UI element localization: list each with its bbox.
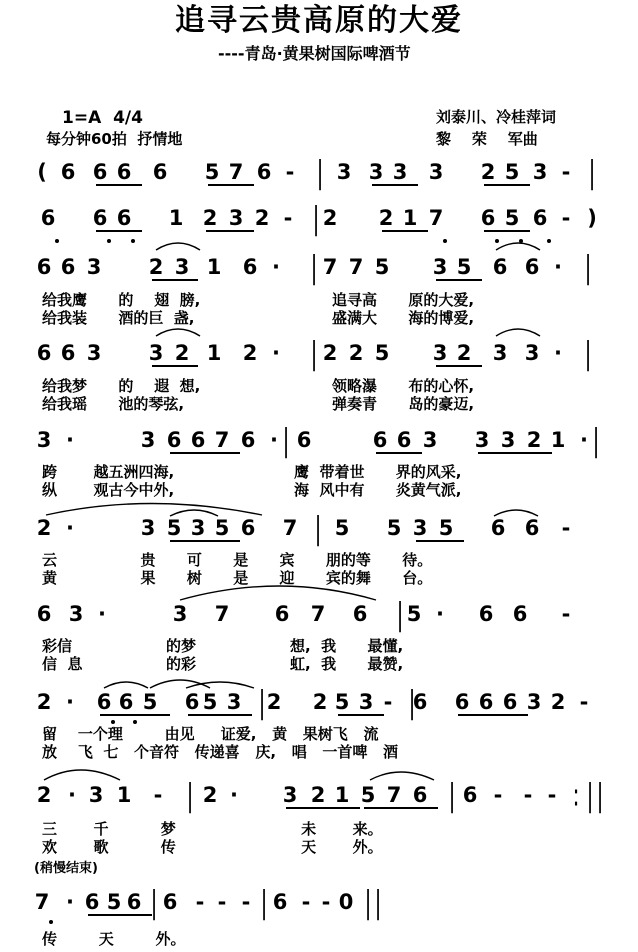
lyric-line: 三 千 梦 未 来。 <box>42 820 383 838</box>
bar-line: | <box>282 421 290 458</box>
dot-mark: · <box>436 602 444 626</box>
note: 6 <box>190 428 206 452</box>
note: 5 <box>386 516 402 540</box>
notation-row <box>0 883 638 920</box>
note: 6 <box>490 516 506 540</box>
bar-line: : <box>572 776 580 813</box>
note: 1 <box>550 428 566 452</box>
bar-line: | <box>586 776 594 813</box>
note: 2 <box>550 690 566 714</box>
note: 6 <box>372 428 388 452</box>
note: 5 <box>374 341 390 365</box>
note: 6 <box>118 690 134 714</box>
note: 6 <box>184 690 200 714</box>
sustain-dash: - <box>285 160 295 184</box>
note: 7 <box>428 206 444 230</box>
lyric-line: 鹰 带着世 界的风采, <box>294 463 462 481</box>
note: 3 <box>422 428 438 452</box>
note: 2 <box>310 783 326 807</box>
note: 2 <box>348 341 364 365</box>
bar-line: | <box>592 421 600 458</box>
sustain-dash: - <box>241 890 251 914</box>
sustain-dash: - <box>561 516 571 540</box>
note: 6 <box>92 160 108 184</box>
note: 2 <box>36 690 52 714</box>
note: 6 <box>166 428 182 452</box>
note: 3 <box>532 160 548 184</box>
lyric-line: 给我梦 的 遐 想, <box>42 377 201 395</box>
dot-mark: · <box>98 602 106 626</box>
note: 6 <box>126 890 142 914</box>
bar-line: | <box>374 883 382 920</box>
bar-line: | <box>584 248 592 285</box>
note: 6 <box>502 690 518 714</box>
note: 3 <box>368 160 384 184</box>
note: 6 <box>480 206 496 230</box>
lyric-line: 信 息 的彩 虹, 我 最赞, <box>42 655 404 673</box>
dot-mark: · <box>230 783 238 807</box>
sustain-dash: - <box>195 890 205 914</box>
note: 5 <box>166 516 182 540</box>
lyric-line: 传 天 外。 <box>42 930 186 948</box>
bar-line: | <box>364 883 372 920</box>
note: 6 <box>532 206 548 230</box>
dot-mark: · <box>66 690 74 714</box>
note: 3 <box>412 516 428 540</box>
note: 5 <box>142 690 158 714</box>
dot-mark: · <box>554 255 562 279</box>
note: 1 <box>116 783 132 807</box>
notation-row <box>0 248 638 285</box>
bar-line: | <box>314 509 322 546</box>
note: 6 <box>272 890 288 914</box>
note: 5 <box>334 516 350 540</box>
note: 3 <box>428 160 444 184</box>
sustain-dash: - <box>383 690 393 714</box>
note: 6 <box>60 341 76 365</box>
bar-line: | <box>260 883 268 920</box>
note: 2 <box>456 341 472 365</box>
sustain-dash: - <box>547 783 557 807</box>
ending-tempo-note: (稍慢结束) <box>34 861 98 876</box>
note: ) <box>587 206 597 230</box>
bar-line: | <box>258 683 266 720</box>
note: 3 <box>358 690 374 714</box>
note: 6 <box>36 602 52 626</box>
note: 6 <box>240 516 256 540</box>
note: 2 <box>36 516 52 540</box>
sustain-dash: - <box>561 206 571 230</box>
note: 5 <box>406 602 422 626</box>
notation-row <box>0 153 638 190</box>
note: 5 <box>456 255 472 279</box>
note: 3 <box>336 160 352 184</box>
note: 6 <box>352 602 368 626</box>
note: 2 <box>148 255 164 279</box>
lyric-line: 海 风中有 炎黄气派, <box>294 481 462 499</box>
note: 6 <box>396 428 412 452</box>
note: 7 <box>228 160 244 184</box>
note: 7 <box>214 602 230 626</box>
note: 7 <box>310 602 326 626</box>
note: 5 <box>360 783 376 807</box>
bar-line: | <box>316 153 324 190</box>
sustain-dash: - <box>153 783 163 807</box>
note: 3 <box>190 516 206 540</box>
notation-row <box>0 199 638 236</box>
bar-line: | <box>596 776 604 813</box>
song-subtitle: ----青岛·黄果树国际啤酒节 <box>218 44 411 63</box>
note: 3 <box>392 160 408 184</box>
note: 2 <box>202 206 218 230</box>
note: 6 <box>116 160 132 184</box>
sustain-dash: - <box>321 890 331 914</box>
sustain-dash: - <box>579 690 589 714</box>
note: 6 <box>116 206 132 230</box>
bar-line: | <box>448 776 456 813</box>
note: 7 <box>34 890 50 914</box>
note: 2 <box>322 206 338 230</box>
notation-row <box>0 334 638 371</box>
dot-mark: · <box>580 428 588 452</box>
note: 1 <box>206 341 222 365</box>
sustain-dash: - <box>561 602 571 626</box>
bar-line: | <box>588 153 596 190</box>
lyric-line: 跨 越五洲四海, <box>42 463 175 481</box>
tempo-marking: 每分钟60拍 抒情地 <box>46 130 183 148</box>
bar-line: | <box>408 683 416 720</box>
note: 6 <box>256 160 272 184</box>
note: 1 <box>402 206 418 230</box>
note: 6 <box>92 206 108 230</box>
bar-line: | <box>310 334 318 371</box>
note: 3 <box>148 341 164 365</box>
note: 2 <box>266 690 282 714</box>
note: 6 <box>152 160 168 184</box>
note: 3 <box>282 783 298 807</box>
note: 7 <box>348 255 364 279</box>
note: 6 <box>242 255 258 279</box>
note: 7 <box>282 516 298 540</box>
dot-mark: · <box>270 428 278 452</box>
bar-line: | <box>584 334 592 371</box>
note: 6 <box>36 341 52 365</box>
bar-line: | <box>150 883 158 920</box>
note: 7 <box>322 255 338 279</box>
note: 2 <box>480 160 496 184</box>
lyric-line: 欢 歌 传 天 外。 <box>42 838 383 856</box>
note: 6 <box>60 160 76 184</box>
note: 6 <box>412 783 428 807</box>
sustain-dash: - <box>561 160 571 184</box>
note: 1 <box>168 206 184 230</box>
dot-mark: · <box>554 341 562 365</box>
note: 3 <box>86 341 102 365</box>
note: 6 <box>524 516 540 540</box>
note: 3 <box>432 341 448 365</box>
bar-line: | <box>396 595 404 632</box>
note: 6 <box>478 690 494 714</box>
dot-mark: · <box>68 783 76 807</box>
note: 5 <box>106 890 122 914</box>
note: 5 <box>204 160 220 184</box>
dot-mark: · <box>272 341 280 365</box>
note: 5 <box>504 160 520 184</box>
note: 6 <box>454 690 470 714</box>
note: 3 <box>226 690 242 714</box>
bar-line: | <box>186 776 194 813</box>
note: 5 <box>214 516 230 540</box>
lyric-line: 留 一个理 由见 证爱, 黄 果树飞 流 <box>42 725 379 743</box>
note: 6 <box>462 783 478 807</box>
note: 5 <box>334 690 350 714</box>
note: 2 <box>202 783 218 807</box>
note: 6 <box>478 602 494 626</box>
note: 3 <box>68 602 84 626</box>
note: 3 <box>88 783 104 807</box>
note: 3 <box>432 255 448 279</box>
note: 3 <box>36 428 52 452</box>
notation-row <box>0 683 638 720</box>
note: 2 <box>254 206 270 230</box>
note: 3 <box>524 341 540 365</box>
lyric-line: 给我装 酒的巨 盏, <box>42 309 195 327</box>
dot-mark: · <box>66 890 74 914</box>
lyric-line: 给我鹰 的 翅 膀, <box>42 291 201 309</box>
note: 6 <box>524 255 540 279</box>
lyric-line: 纵 观古今中外, <box>42 481 175 499</box>
lyric-line: 放 飞 七 个音符 传递喜 庆, 唱 一首啤 酒 <box>42 743 399 761</box>
note: 3 <box>500 428 516 452</box>
note: 3 <box>172 602 188 626</box>
lyricist-credit: 刘泰川、冷桂萍词 <box>436 108 557 126</box>
note: 3 <box>228 206 244 230</box>
note: 6 <box>240 428 256 452</box>
lyric-line: 追寻高 原的大爱, <box>332 291 475 309</box>
notation-row <box>0 421 638 458</box>
dot-mark: · <box>66 516 74 540</box>
note: 5 <box>202 690 218 714</box>
key-signature: 1=A 4/4 <box>62 108 143 128</box>
note: 6 <box>412 690 428 714</box>
sustain-dash: - <box>523 783 533 807</box>
notation-row <box>0 509 638 546</box>
bar-line: | <box>312 199 320 236</box>
lyric-line: 领略瀑 布的心怀, <box>332 377 475 395</box>
lyric-line: 彩信 的梦 想, 我 最懂, <box>42 637 404 655</box>
dot-mark: · <box>66 428 74 452</box>
note: 2 <box>322 341 338 365</box>
sustain-dash: - <box>283 206 293 230</box>
note: 5 <box>438 516 454 540</box>
note: 3 <box>86 255 102 279</box>
note: 6 <box>60 255 76 279</box>
dot-mark: · <box>272 255 280 279</box>
note: 3 <box>140 516 156 540</box>
note: 3 <box>526 690 542 714</box>
sustain-dash: - <box>493 783 503 807</box>
note: 2 <box>378 206 394 230</box>
note: 6 <box>84 890 100 914</box>
lyric-line: 云 贵 可 是 宾 朋的等 待。 <box>42 551 433 569</box>
song-title: 追寻云贵高原的大爱 <box>175 3 463 38</box>
lyric-line: 盛满大 海的博爱, <box>332 309 475 327</box>
lyric-line: 给我瑶 池的琴弦, <box>42 395 185 413</box>
composer-credit: 黎 荣 军曲 <box>436 130 538 148</box>
note: 2 <box>242 341 258 365</box>
bar-line: | <box>310 248 318 285</box>
note: 3 <box>140 428 156 452</box>
note: 2 <box>174 341 190 365</box>
note: 6 <box>492 255 508 279</box>
note: 3 <box>492 341 508 365</box>
notation-row <box>0 595 638 632</box>
note: 3 <box>174 255 190 279</box>
note: 6 <box>96 690 112 714</box>
note: ( <box>37 160 47 184</box>
note: 1 <box>206 255 222 279</box>
sustain-dash: - <box>301 890 311 914</box>
notation-row <box>0 776 638 813</box>
note: 6 <box>162 890 178 914</box>
lyric-line: 黄 果 树 是 迎 宾的舞 台。 <box>42 569 433 587</box>
note: 6 <box>296 428 312 452</box>
note: 6 <box>274 602 290 626</box>
note: 3 <box>474 428 490 452</box>
note: 7 <box>386 783 402 807</box>
note: 1 <box>334 783 350 807</box>
lyric-line: 弹奏青 岛的豪迈, <box>332 395 475 413</box>
note: 5 <box>504 206 520 230</box>
note: 2 <box>526 428 542 452</box>
note: 7 <box>214 428 230 452</box>
note: 0 <box>338 890 354 914</box>
note: 2 <box>36 783 52 807</box>
note: 6 <box>512 602 528 626</box>
note: 5 <box>374 255 390 279</box>
sustain-dash: - <box>217 890 227 914</box>
note: 6 <box>36 255 52 279</box>
note: 2 <box>312 690 328 714</box>
note: 6 <box>40 206 56 230</box>
